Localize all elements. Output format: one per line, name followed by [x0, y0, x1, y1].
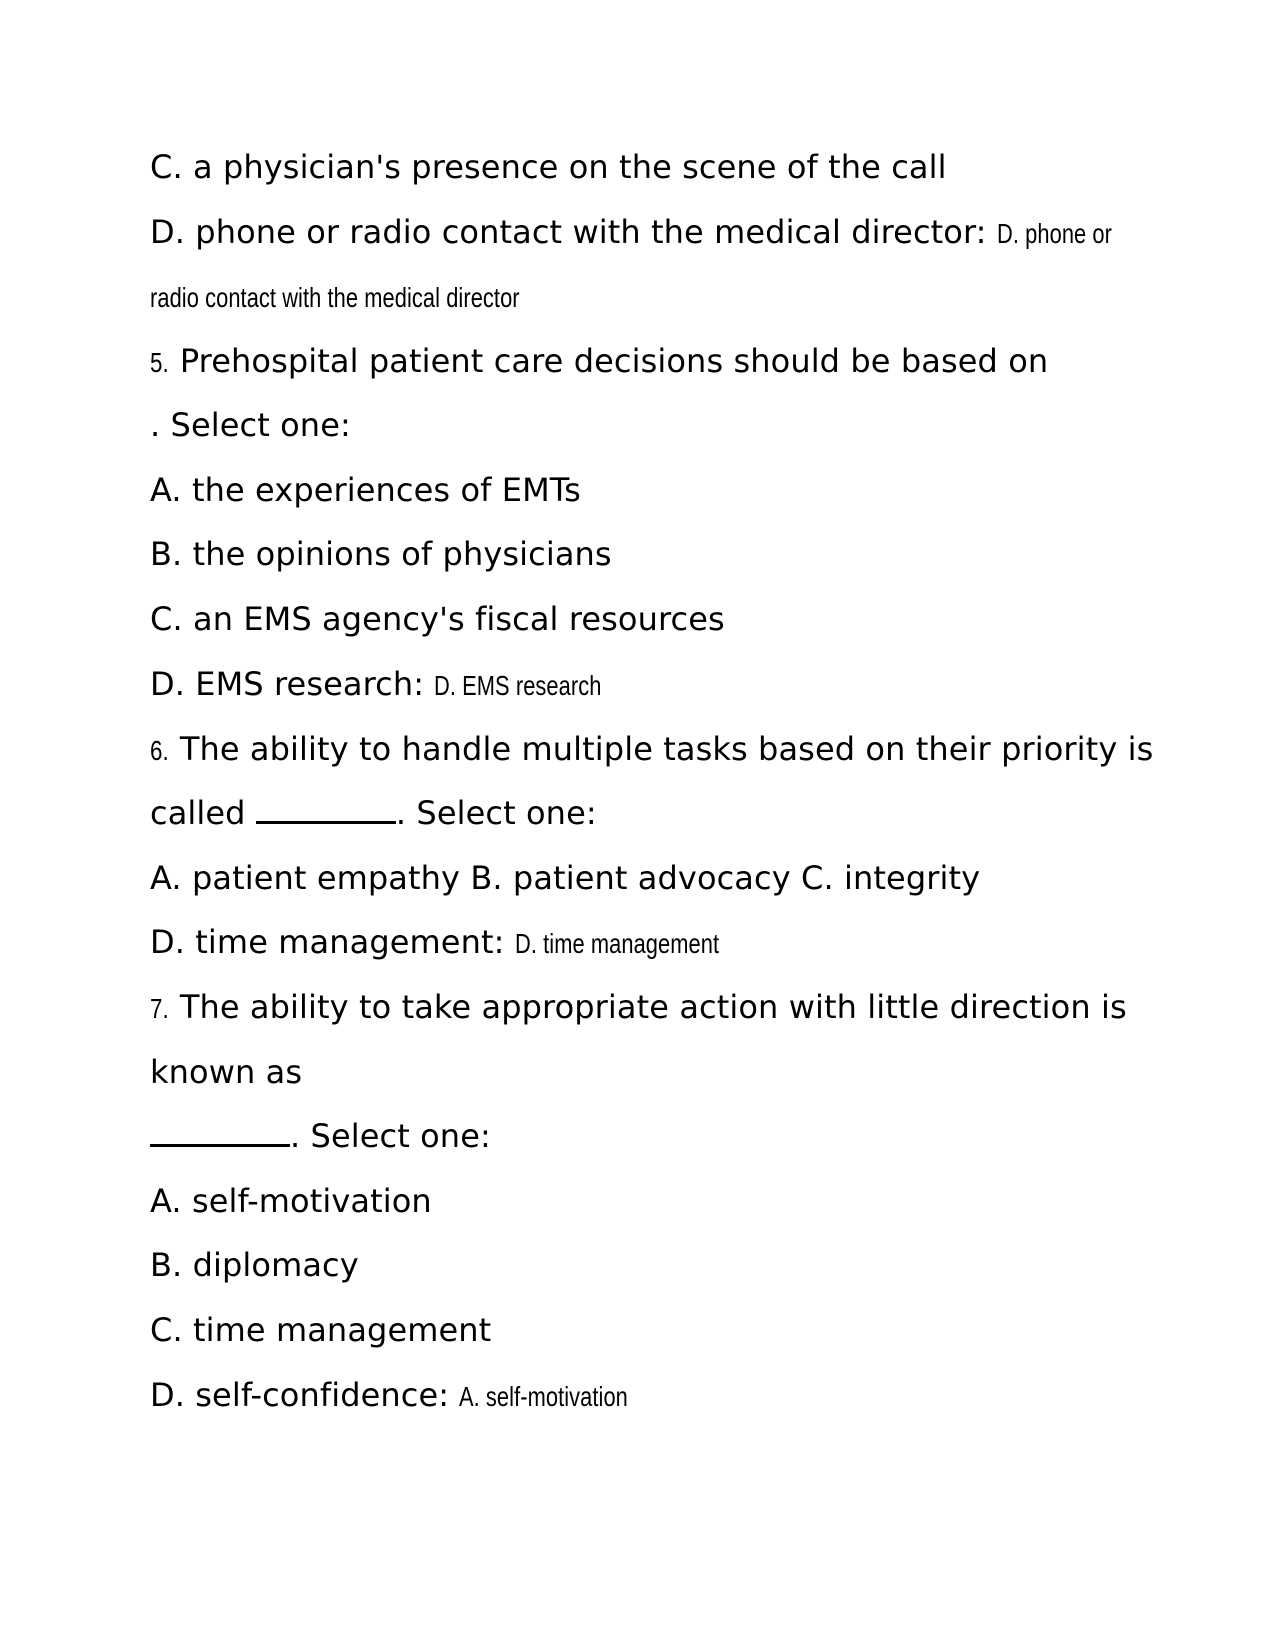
q5-option-a: A. the experiences of EMTs [150, 471, 581, 509]
q7-option-c: C. time management [150, 1311, 492, 1349]
q4-answer-cont [150, 276, 1150, 318]
q6-number: 6. [150, 735, 169, 766]
q7-option-d: D. self-confidence: A. self-motivation [150, 1375, 1150, 1417]
q5-option-d: D. EMS research: D. EMS research [150, 664, 1150, 706]
q7-option-a: A. self-motivation [150, 1182, 432, 1220]
q7-option-b: B. diplomacy [150, 1246, 359, 1284]
q7-number: 7. [150, 993, 169, 1024]
q4-option-d: D. phone or radio contact with the medical director: D. phone or [150, 212, 1150, 254]
q7-blank [150, 1118, 290, 1147]
q4-option-c: C. a physician's presence on the scene of the call [150, 148, 947, 186]
q7-stem: 7. The ability to take appropriate action with little direction is [150, 987, 1150, 1029]
q5-number: 5. [150, 347, 169, 378]
q4-answer-continued: radio contact with the medical director [150, 282, 520, 313]
q7-stem-cont: known as [150, 1053, 303, 1091]
q5-stem: 5. Prehospital patient care decisions should be based on [150, 341, 1150, 383]
q7-answer: A. self-motivation [459, 1381, 629, 1412]
q7-blank-line: . Select one: [150, 1116, 1150, 1156]
q5-answer: D. EMS research [434, 670, 602, 701]
q6-answer: D. time management [514, 928, 719, 959]
q4-answer: D. phone or [996, 218, 1112, 249]
q6-blank [256, 795, 396, 824]
q6-stem: 6. The ability to handle multiple tasks based on their priority is [150, 729, 1150, 771]
q6-options-abc: A. patient empathy B. patient advocacy C. integrity [150, 859, 981, 897]
q5-option-c: C. an EMS agency's fiscal resources [150, 600, 725, 638]
q6-stem-cont: called . Select one: [150, 794, 597, 832]
q5-stem-cont: . Select one: [150, 406, 351, 444]
q6-option-d: D. time management: D. time management [150, 922, 1150, 964]
q5-option-b: B. the opinions of physicians [150, 535, 612, 573]
